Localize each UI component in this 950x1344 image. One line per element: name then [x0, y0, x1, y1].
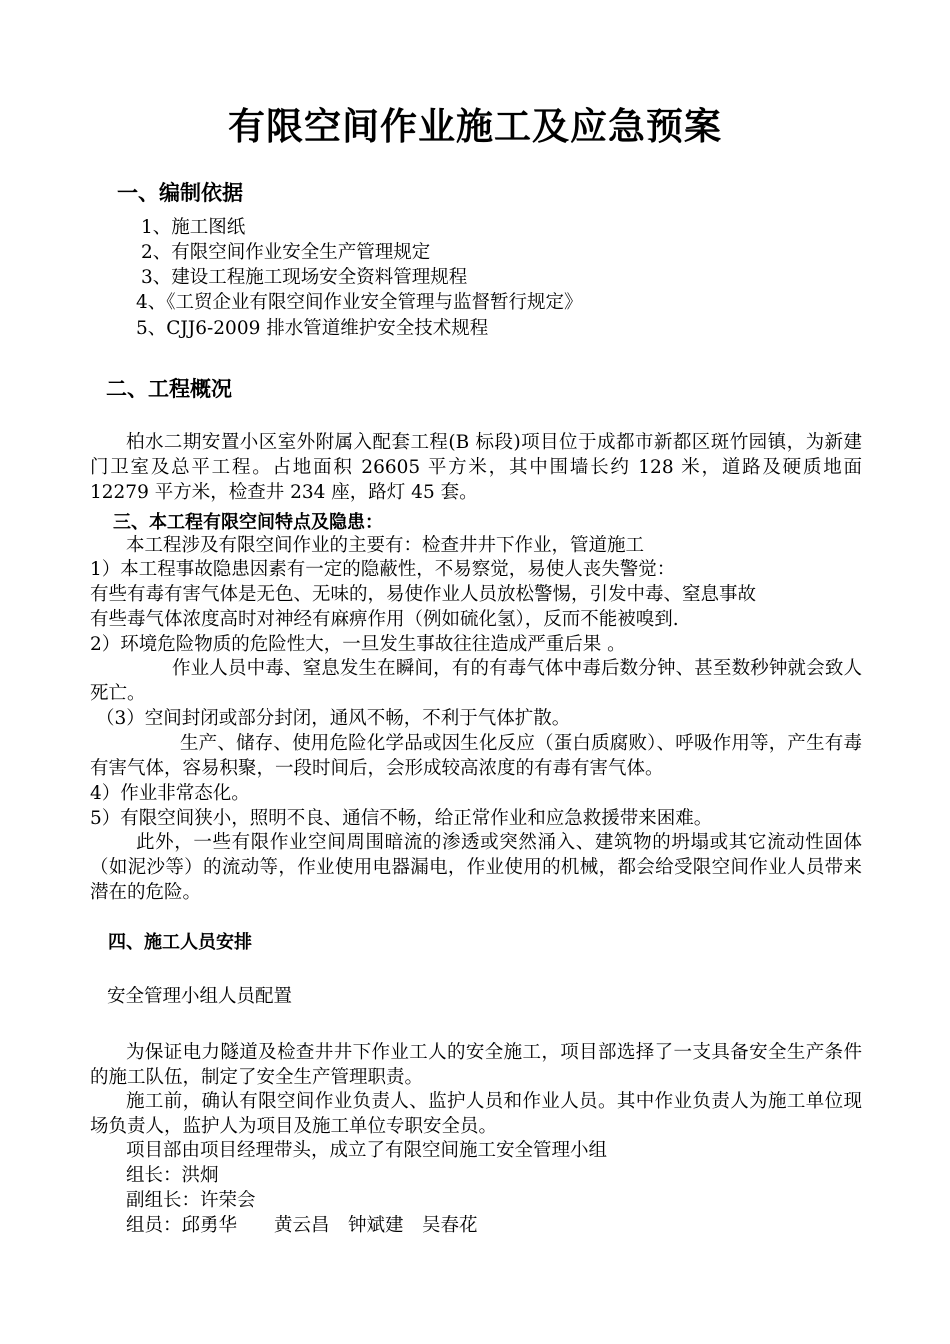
hazard-line: 2）环境危险物质的危险性大，一旦发生事故往往造成严重后果 。 [90, 634, 626, 655]
hazard-line: 5）有限空间狭小，照明不良、通信不畅，给正常作业和应急救援带来困难。 [90, 808, 713, 829]
hazard-line: （3）空间封闭或部分封闭，通风不畅，不利于气体扩散。 [96, 708, 571, 729]
team-leader: 组长：洪炯 [126, 1165, 219, 1186]
overview-paragraph: 柏水二期安置小区室外附属入配套工程(B 标段)项目位于成都市新都区斑竹园镇，为新建门卫室及总平工程。占地面积 26605 平方米，其中围墙长约 128 米，道路及硬质地面 12279 平方米，检查井 234 座，路灯 45 套。 [90, 432, 862, 503]
hazard-line: 有些有毒有害气体是无色、无味的，易使作业人员放松警惕，引发中毒、窒息事故 [90, 584, 757, 605]
section-heading-hazards: 三、本工程有限空间特点及隐患： [113, 512, 383, 533]
section-heading-overview: 二、工程概况 [106, 377, 232, 401]
basis-item: 5、CJJ6-2009 排水管道维护安全技术规程 [136, 318, 489, 339]
hazard-paragraph: 作业人员中毒、窒息发生在瞬间，有的有毒气体中毒后数分钟、甚至数秒钟就会致人死亡。 [90, 658, 862, 704]
hazard-paragraph: 此外，一些有限作业空间周围暗流的渗透或突然涌入、建筑物的坍塌或其它流动性固体（如泥沙等）的流动等，作业使用电器漏电，作业使用的机械，都会给受限空间作业人员带来潜在的危险。 [90, 832, 862, 903]
staffing-line: 项目部由项目经理带头，成立了有限空间施工安全管理小组 [126, 1140, 608, 1161]
section-heading-staffing: 四、施工人员安排 [108, 932, 252, 953]
team-vice-leader: 副组长：许荣会 [126, 1190, 256, 1211]
section-heading-basis: 一、编制依据 [117, 181, 243, 205]
hazard-paragraph: 生产、储存、使用危险化学品或因生化反应（蛋白质腐败）、呼吸作用等，产生有毒有害气体，容易积聚，一段时间后，会形成较高浓度的有毒有害气体。 [90, 733, 862, 779]
basis-item: 2、有限空间作业安全生产管理规定 [141, 242, 431, 263]
hazard-line: 1）本工程事故隐患因素有一定的隐蔽性，不易察觉，易使人丧失警觉： [90, 559, 676, 580]
hazard-line: 本工程涉及有限空间作业的主要有：检查井井下作业，管道施工 [126, 535, 645, 556]
hazard-line: 有些毒气体浓度高时对神经有麻痹作用（例如硫化氢），反而不能被嗅到. [90, 609, 679, 630]
staffing-paragraph: 为保证电力隧道及检查井井下作业工人的安全施工，项目部选择了一支具备安全生产条件的施工队伍，制定了安全生产管理职责。 [90, 1042, 862, 1088]
basis-item: 1、施工图纸 [141, 217, 246, 238]
basis-item: 4、《工贸企业有限空间作业安全管理与监督暂行规定》 [136, 292, 583, 313]
staffing-subheading: 安全管理小组人员配置 [107, 986, 293, 1007]
team-members: 组员：邱勇华 黄云昌 钟斌建 吴春花 [126, 1215, 478, 1236]
document-title: 有限空间作业施工及应急预案 [228, 105, 722, 148]
basis-item: 3、建设工程施工现场安全资料管理规程 [141, 267, 468, 288]
hazard-line: 4）作业非常态化。 [90, 783, 250, 804]
staffing-paragraph: 施工前，确认有限空间作业负责人、监护人员和作业人员。其中作业负责人为施工单位现场负责人，监护人为项目及施工单位专职安全员。 [90, 1091, 862, 1137]
